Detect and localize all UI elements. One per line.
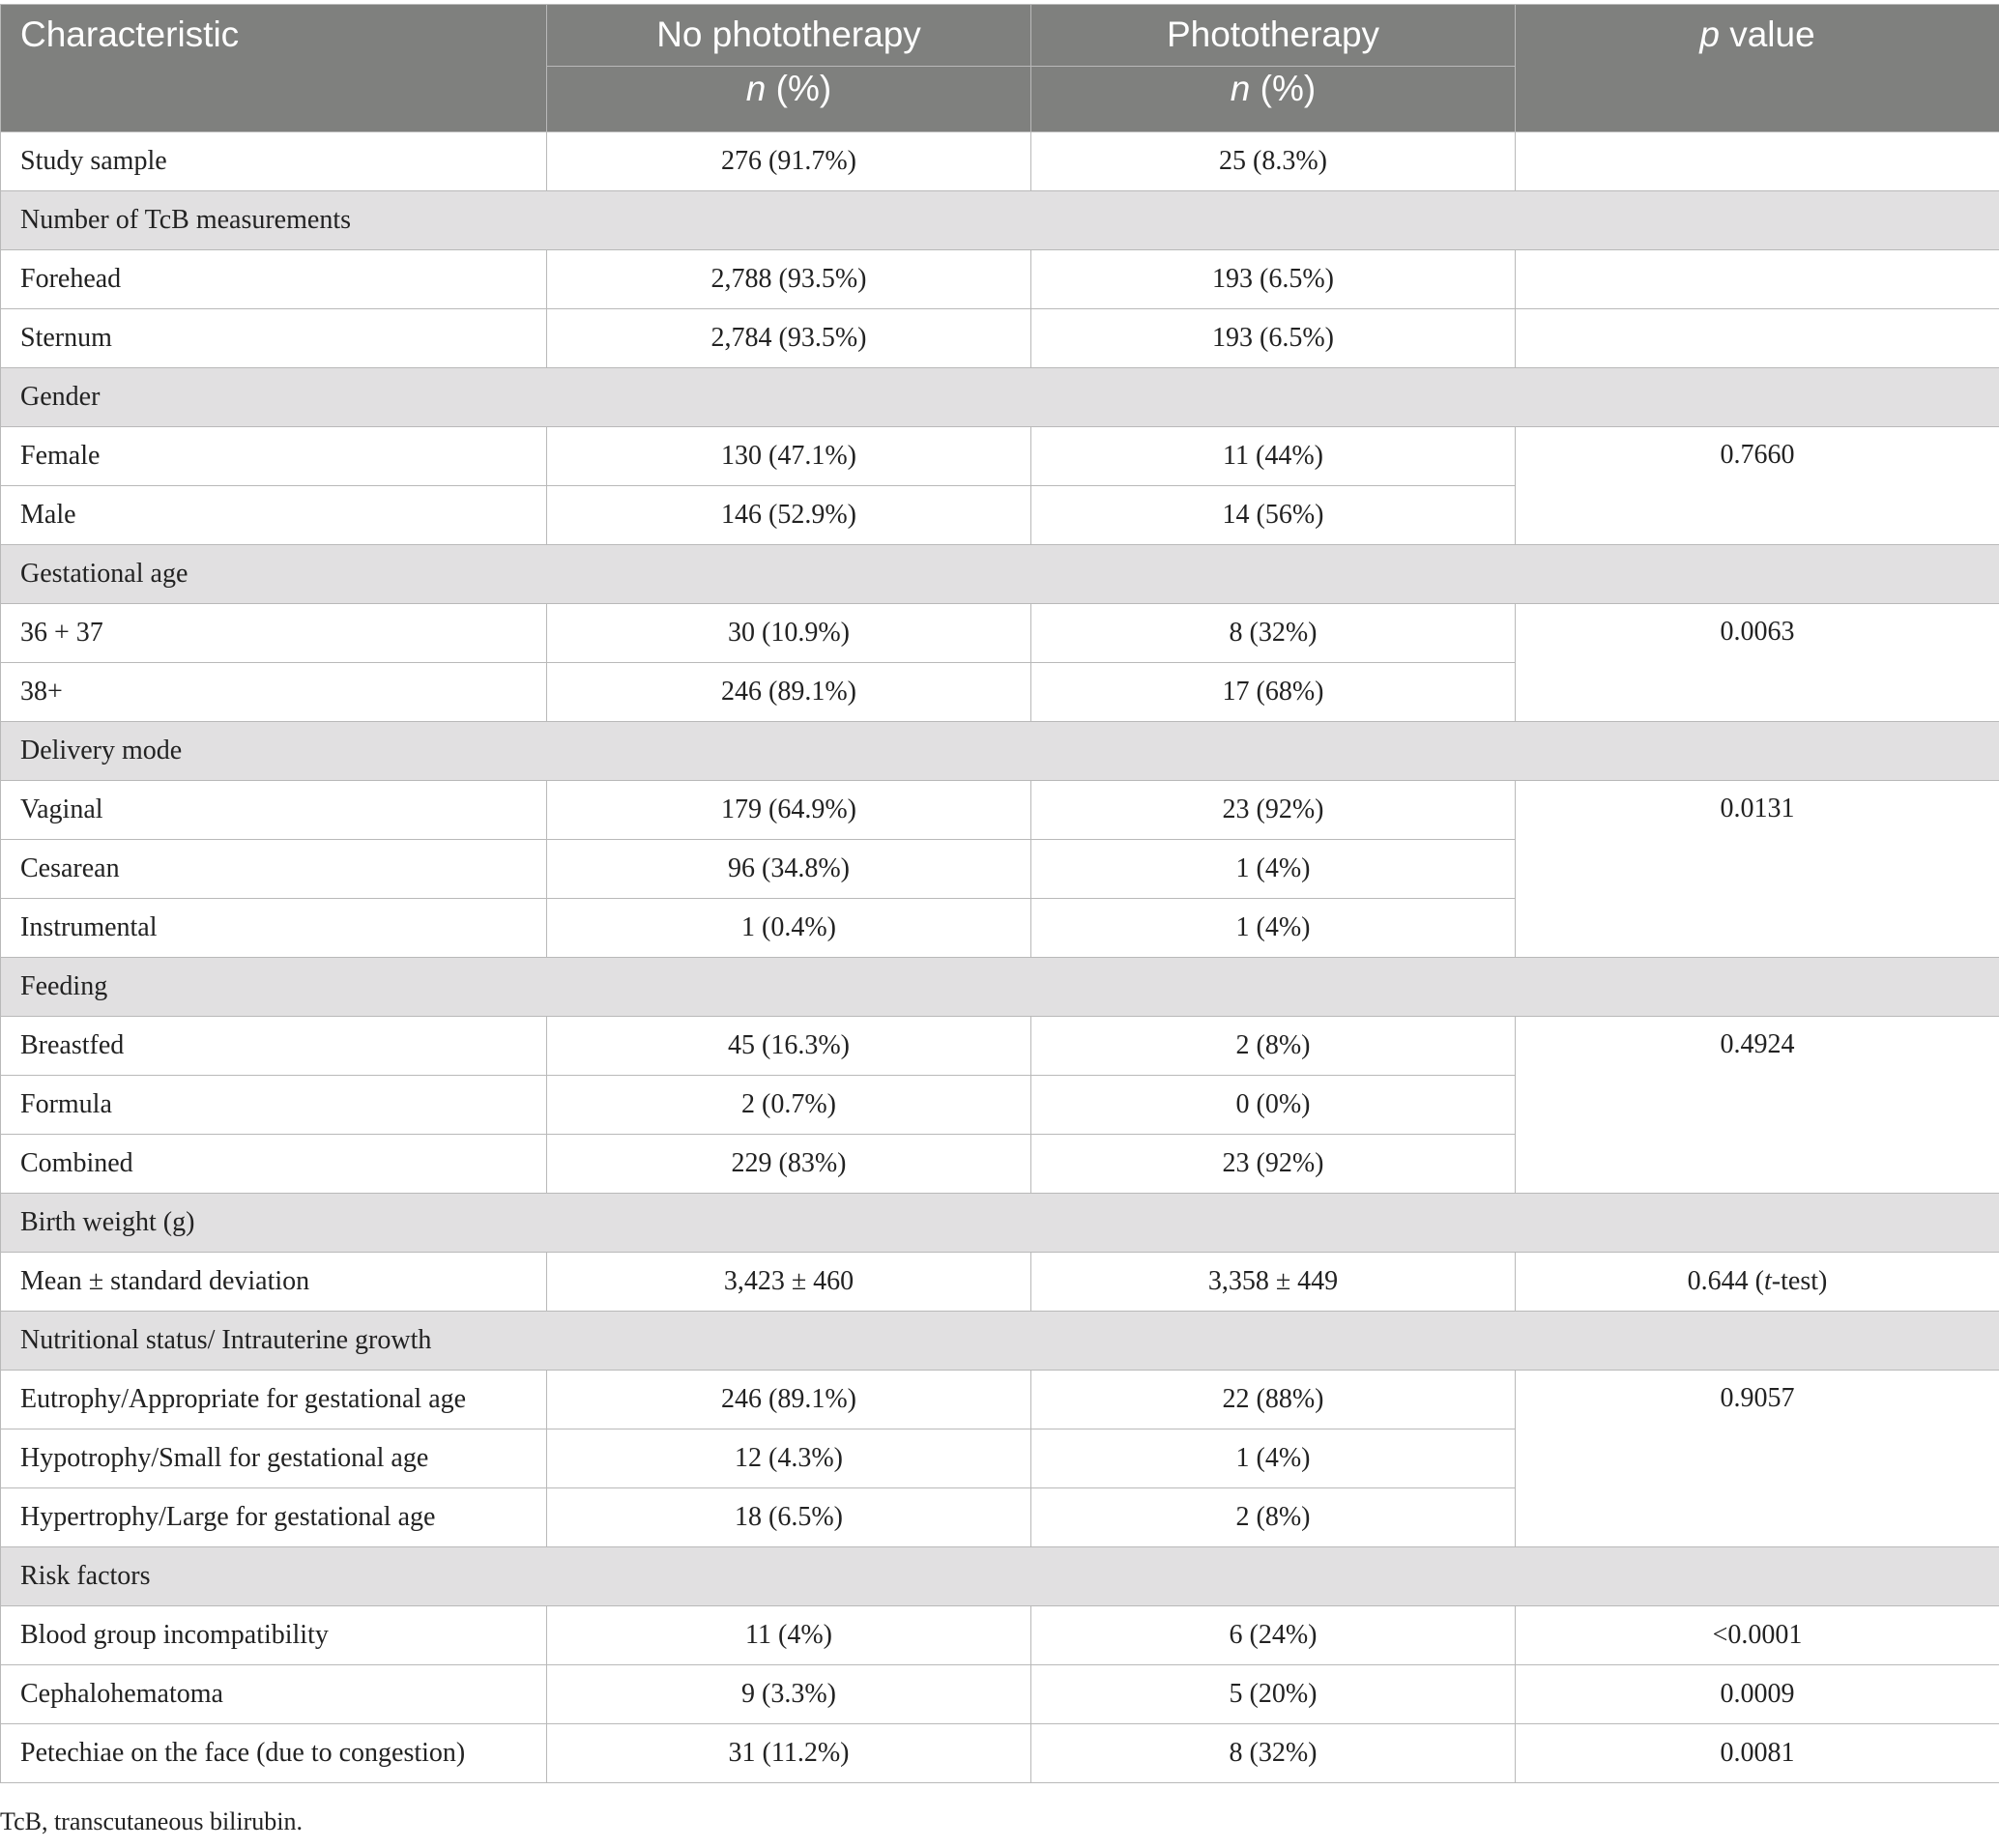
row-label: Formula	[1, 1076, 547, 1135]
table-row	[1, 604, 1999, 663]
cell-no-phototherapy: 246 (89.1%)	[547, 663, 1031, 722]
cell-phototherapy: 2 (8%)	[1031, 1488, 1516, 1547]
cell-phototherapy: 6 (24%)	[1031, 1606, 1516, 1665]
cell-no-phototherapy: 18 (6.5%)	[547, 1488, 1031, 1547]
p-value-test-italic: t	[1764, 1266, 1772, 1296]
section-row	[1, 1194, 1999, 1253]
table-row	[1, 781, 1999, 840]
cell-phototherapy: 22 (88%)	[1031, 1371, 1516, 1429]
table-row	[1, 1253, 1999, 1312]
cell-p-value: 0.4924	[1516, 1017, 1999, 1194]
row-label: Hypertrophy/Large for gestational age	[1, 1488, 547, 1547]
section-label: Delivery mode	[1, 722, 1999, 781]
table-footnote: TcB, transcutaneous bilirubin.	[0, 1807, 304, 1835]
section-label: Gestational age	[1, 545, 1999, 604]
table-row	[1, 250, 1999, 309]
row-label: Hypotrophy/Small for gestational age	[1, 1429, 547, 1488]
cell-no-phototherapy: 11 (4%)	[547, 1606, 1031, 1665]
cell-no-phototherapy: 276 (91.7%)	[547, 132, 1031, 191]
header-row	[1, 5, 1999, 67]
cell-p-value: 0.0131	[1516, 781, 1999, 958]
table-row	[1, 1371, 1999, 1429]
cell-phototherapy: 193 (6.5%)	[1031, 250, 1516, 309]
cell-phototherapy: 8 (32%)	[1031, 604, 1516, 663]
table-row	[1, 427, 1999, 486]
header-n-percent-yes	[1031, 67, 1516, 132]
cell-phototherapy: 25 (8.3%)	[1031, 132, 1516, 191]
row-label: Petechiae on the face (due to congestion)	[1, 1724, 547, 1783]
section-label: Nutritional status/ Intrauterine growth	[1, 1312, 1999, 1371]
cell-phototherapy: 5 (20%)	[1031, 1665, 1516, 1724]
header-n-rest: (%)	[1250, 69, 1317, 108]
section-label: Risk factors	[1, 1547, 1999, 1606]
row-label: Vaginal	[1, 781, 547, 840]
header-phototherapy: Phototherapy	[1031, 5, 1516, 67]
row-label: 38+	[1, 663, 547, 722]
cell-phototherapy: 1 (4%)	[1031, 840, 1516, 899]
section-row	[1, 1547, 1999, 1606]
cell-no-phototherapy: 1 (0.4%)	[547, 899, 1031, 958]
cell-phototherapy: 14 (56%)	[1031, 486, 1516, 545]
section-label: Feeding	[1, 958, 1999, 1017]
cell-p-value: 0.0009	[1516, 1665, 1999, 1724]
table-row	[1, 1606, 1999, 1665]
header-n-italic: n	[745, 69, 767, 108]
header-p-rest: value	[1719, 14, 1815, 54]
cell-no-phototherapy: 31 (11.2%)	[547, 1724, 1031, 1783]
cell-phototherapy: 23 (92%)	[1031, 1135, 1516, 1194]
cell-p-value: 0.7660	[1516, 427, 1999, 545]
p-value-suffix: -test)	[1771, 1266, 1828, 1296]
cell-no-phototherapy: 2,784 (93.5%)	[547, 309, 1031, 368]
cell-p-value	[1516, 309, 1999, 368]
row-label: Breastfed	[1, 1017, 547, 1076]
table-row	[1, 132, 1999, 191]
section-row	[1, 722, 1999, 781]
row-label: Mean ± standard deviation	[1, 1253, 547, 1312]
header-p-italic: p	[1699, 14, 1720, 54]
section-label: Gender	[1, 368, 1999, 427]
cell-no-phototherapy: 3,423 ± 460	[547, 1253, 1031, 1312]
cell-no-phototherapy: 179 (64.9%)	[547, 781, 1031, 840]
cell-p-value: 0.9057	[1516, 1371, 1999, 1547]
cell-p-value	[1516, 132, 1999, 191]
table-row	[1, 1017, 1999, 1076]
cell-p-value: <0.0001	[1516, 1606, 1999, 1665]
table-header	[1, 5, 1999, 132]
section-row	[1, 545, 1999, 604]
section-row	[1, 368, 1999, 427]
header-no-phototherapy: No phototherapy	[547, 5, 1031, 67]
cell-no-phototherapy: 12 (4.3%)	[547, 1429, 1031, 1488]
section-label: Birth weight (g)	[1, 1194, 1999, 1253]
cell-no-phototherapy: 2,788 (93.5%)	[547, 250, 1031, 309]
cell-phototherapy: 23 (92%)	[1031, 781, 1516, 840]
cell-phototherapy: 17 (68%)	[1031, 663, 1516, 722]
row-label: Female	[1, 427, 547, 486]
section-row	[1, 958, 1999, 1017]
characteristics-table	[0, 4, 1999, 1783]
header-p-value	[1516, 5, 1999, 132]
row-label: Cephalohematoma	[1, 1665, 547, 1724]
cell-no-phototherapy: 9 (3.3%)	[547, 1665, 1031, 1724]
cell-no-phototherapy: 2 (0.7%)	[547, 1076, 1031, 1135]
cell-phototherapy: 193 (6.5%)	[1031, 309, 1516, 368]
cell-no-phototherapy: 130 (47.1%)	[547, 427, 1031, 486]
table-row	[1, 1724, 1999, 1783]
cell-no-phototherapy: 246 (89.1%)	[547, 1371, 1031, 1429]
row-label: Blood group incompatibility	[1, 1606, 547, 1665]
header-n-rest: (%)	[766, 69, 832, 108]
table-body	[1, 132, 1999, 1783]
cell-no-phototherapy: 30 (10.9%)	[547, 604, 1031, 663]
cell-phototherapy: 1 (4%)	[1031, 1429, 1516, 1488]
cell-phototherapy: 2 (8%)	[1031, 1017, 1516, 1076]
row-label: Forehead	[1, 250, 547, 309]
header-characteristic: Characteristic	[1, 5, 547, 132]
header-n-percent-no	[547, 67, 1031, 132]
row-label: Cesarean	[1, 840, 547, 899]
cell-phototherapy: 3,358 ± 449	[1031, 1253, 1516, 1312]
row-label: Study sample	[1, 132, 547, 191]
section-row	[1, 1312, 1999, 1371]
cell-p-value: 0.0081	[1516, 1724, 1999, 1783]
section-row	[1, 191, 1999, 250]
cell-phototherapy: 11 (44%)	[1031, 427, 1516, 486]
row-label: Male	[1, 486, 547, 545]
table-row	[1, 309, 1999, 368]
row-label: Sternum	[1, 309, 547, 368]
cell-no-phototherapy: 229 (83%)	[547, 1135, 1031, 1194]
row-label: Instrumental	[1, 899, 547, 958]
cell-no-phototherapy: 96 (34.8%)	[547, 840, 1031, 899]
header-n-italic: n	[1230, 69, 1251, 108]
cell-no-phototherapy: 146 (52.9%)	[547, 486, 1031, 545]
row-label: Combined	[1, 1135, 547, 1194]
table-row	[1, 1665, 1999, 1724]
cell-phototherapy: 1 (4%)	[1031, 899, 1516, 958]
p-value-prefix: 0.644 (	[1687, 1266, 1764, 1296]
cell-phototherapy: 0 (0%)	[1031, 1076, 1516, 1135]
cell-p-value	[1516, 1253, 1999, 1312]
cell-phototherapy: 8 (32%)	[1031, 1724, 1516, 1783]
cell-no-phototherapy: 45 (16.3%)	[547, 1017, 1031, 1076]
cell-p-value: 0.0063	[1516, 604, 1999, 722]
section-label: Number of TcB measurements	[1, 191, 1999, 250]
cell-p-value	[1516, 250, 1999, 309]
row-label: 36 + 37	[1, 604, 547, 663]
row-label: Eutrophy/Appropriate for gestational age	[1, 1371, 547, 1429]
